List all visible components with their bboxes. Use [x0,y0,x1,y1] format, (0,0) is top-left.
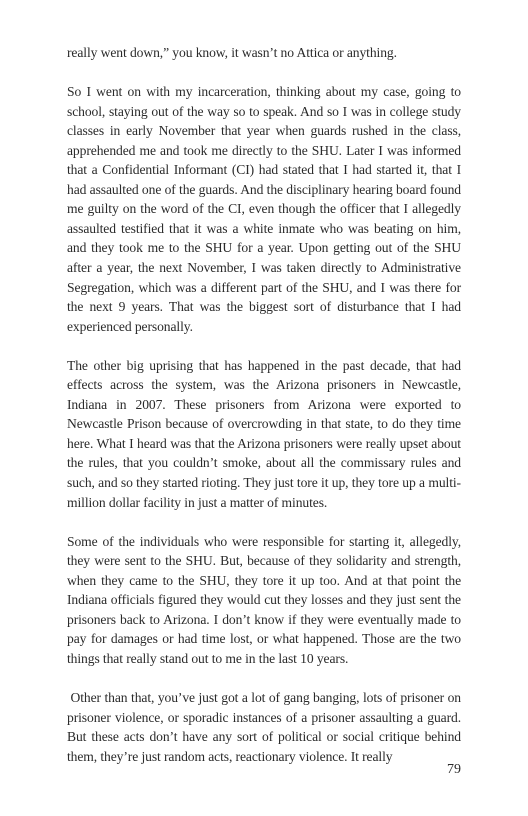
body-text [67,43,465,786]
paragraph-2: So I went on with my incarceration, thinking about my case, going to school, staying out of the way so to speak. And so I was in college study classes in early November that year when guards rushed in the class, apprehended me and took me directly to the SHU. Later I was informed that a Confidential Informant (CI) had stated that I had started it, that I had assaulted one of the guards. And the disciplinary hearing board found me guilty on the word of the CI, even though the officer that I allegedly assaulted testified that it was a white inmate who was beating on him, and they took me to the SHU for a year. Upon getting out of the SHU after a year, the next November, I was taken directly to Administrative Segregation, which was a different part of the SHU, and I was there for the next 9 years. That was the biggest sort of disturbance that I had experienced personally. [67,84,461,334]
page-number: 79 [447,762,461,777]
paragraph-4: Some of the individuals who were responsible for starting it, allegedly, they were sent to the SHU. But, because of they solidarity and strength, when they came to the SHU, they tore it up too. And at that point the Indiana officials figured they would cut they losses and they just sent the prisoners back to Arizona. I don’t know if they were eventually made to pay for damages or had time lost, or what happened. Those are the two things that really stand out to me in the last 10 years. [67,533,461,666]
paragraph-5: Other than that, you’ve just got a lot of gang banging, lots of prisoner on prisoner violence, or sporadic instances of a prisoner assaulting a guard. But these acts don’t have any sort of political or social critique behind them, they’re just random acts, reactionary violence. It really [67,690,465,764]
paragraph-1: really went down,” you know, it wasn’t no Attica or anything. [67,45,397,60]
paragraph-3: The other big uprising that has happened in the past decade, that had effects across the system, was the Arizona prisoners in Newcastle, Indiana in 2007. These prisoners from Arizona were exported to Newcastle Prison because of overcrowding in that state, to do they time here. What I heard was that the Arizona prisoners were really upset about the rules, that you couldn’t smoke, about all the commissary rules and such, and so they started rioting. They just tore it up, they tore up a multi-million dollar facility in just a matter of minutes. [67,357,461,510]
